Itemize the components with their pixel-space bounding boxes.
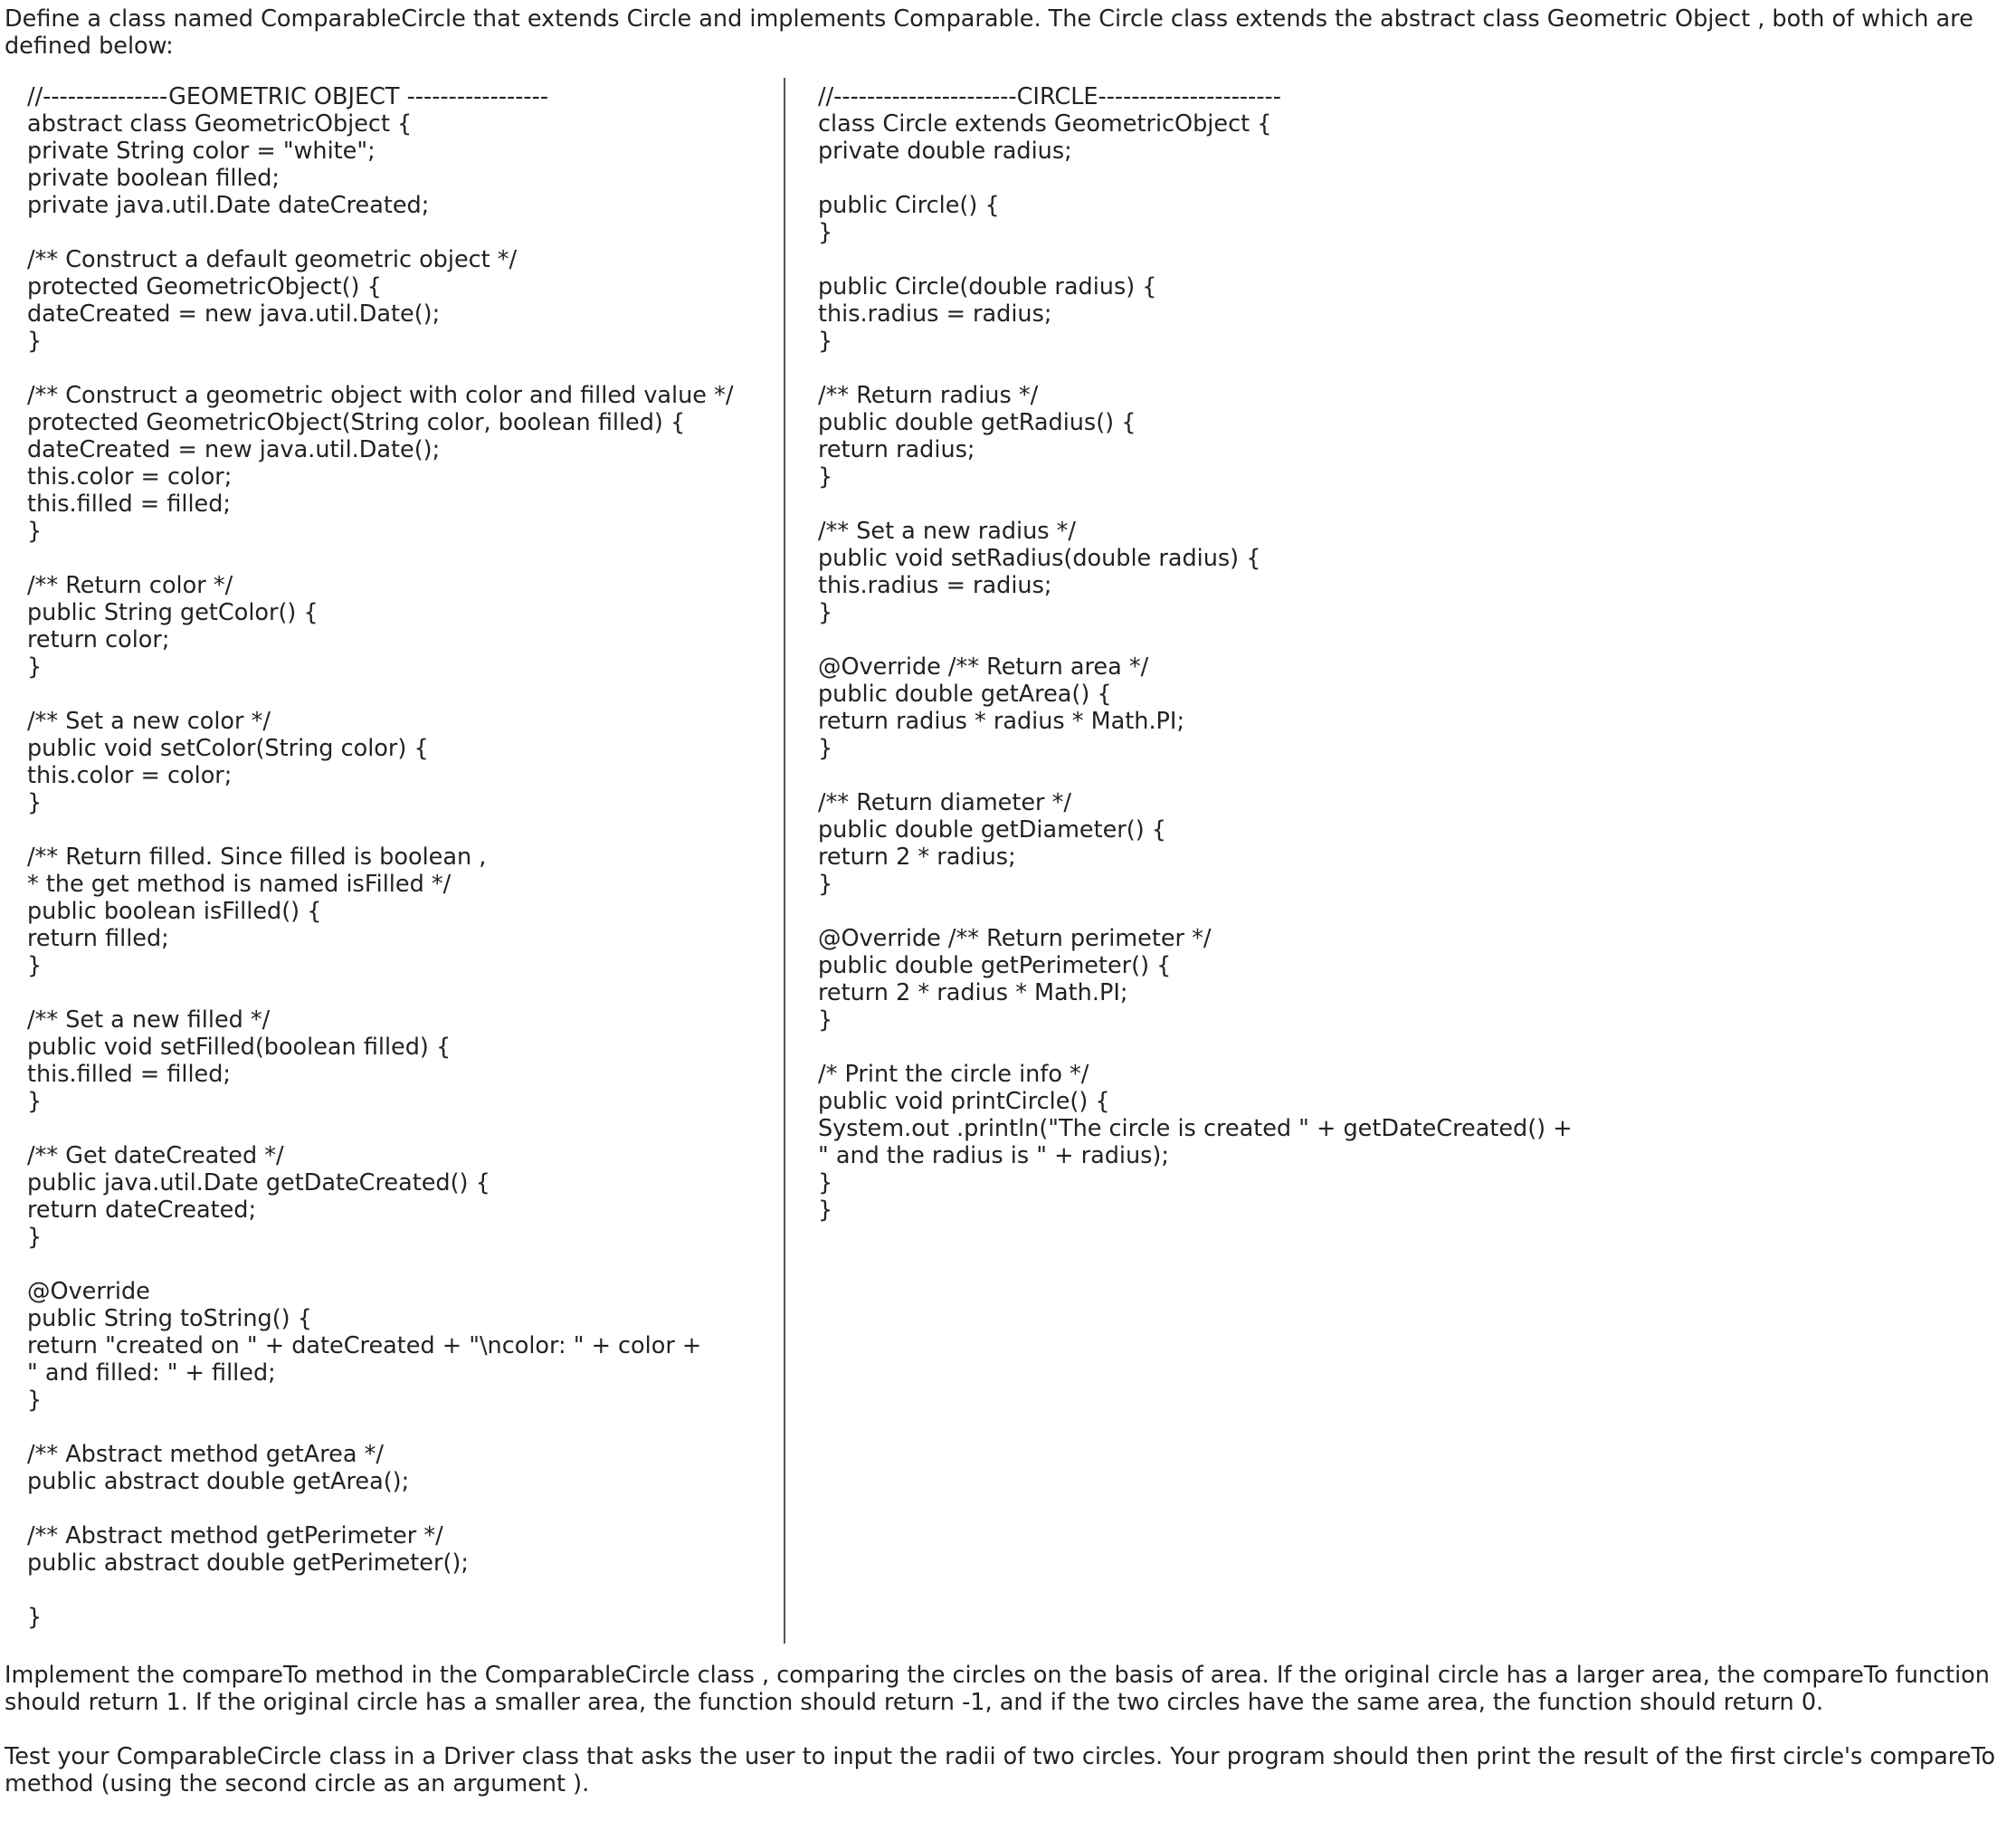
code-line: System.out .println("The circle is created " + getDateCreated() + bbox=[818, 1115, 1573, 1142]
code-line bbox=[27, 219, 778, 246]
code-line: public abstract double getPerimeter(); bbox=[27, 1549, 469, 1577]
code-line: public java.util.Date getDateCreated() { bbox=[27, 1169, 490, 1197]
code-line: } bbox=[818, 599, 833, 626]
code-line: private String color = "white"; bbox=[27, 138, 376, 165]
code-line: public String getColor() { bbox=[27, 599, 319, 626]
code-line: return radius; bbox=[818, 436, 975, 463]
code-line: /** Abstract method getPerimeter */ bbox=[27, 1522, 443, 1549]
code-line: } bbox=[27, 789, 43, 816]
code-line: /** Return color */ bbox=[27, 572, 233, 599]
code-line: abstract class GeometricObject { bbox=[27, 110, 413, 138]
code-line: " and the radius is " + radius); bbox=[818, 1142, 1169, 1169]
code-line: /** Set a new filled */ bbox=[27, 1006, 271, 1034]
code-line: } bbox=[27, 518, 43, 545]
geometric-object-code-block bbox=[27, 83, 778, 1631]
code-line: /** Construct a default geometric object */ bbox=[27, 246, 518, 273]
code-line bbox=[27, 979, 778, 1006]
code-line: /** Return diameter */ bbox=[818, 789, 1071, 816]
code-line: public void setRadius(double radius) { bbox=[818, 545, 1261, 572]
code-line bbox=[27, 681, 778, 708]
compare-task-paragraph: Implement the compareTo method in the ComparableCircle class , comparing the circles on the basis of area. If the original circle has a larger area, the compareTo function should return 1. If the original circle has a smaller area, the function should return -1, and if the two circles have the same area, the function should return 0. bbox=[5, 1662, 1990, 1716]
code-line bbox=[27, 355, 778, 382]
code-line: } bbox=[27, 653, 43, 681]
code-line: /** Return filled. Since filled is boolean , bbox=[27, 844, 487, 871]
code-line: } bbox=[27, 952, 43, 979]
code-line: /* Print the circle info */ bbox=[818, 1061, 1089, 1088]
code-line: return filled; bbox=[27, 925, 169, 952]
code-line: return color; bbox=[27, 626, 170, 653]
code-line bbox=[818, 626, 1994, 653]
code-line: return 2 * radius * Math.PI; bbox=[818, 979, 1128, 1006]
code-line: " and filled: " + filled; bbox=[27, 1359, 276, 1387]
code-line: } bbox=[818, 1197, 833, 1224]
code-line: class Circle extends GeometricObject { bbox=[818, 110, 1272, 138]
code-line: return dateCreated; bbox=[27, 1197, 257, 1224]
code-line: public void printCircle() { bbox=[818, 1088, 1110, 1115]
code-line: } bbox=[818, 219, 833, 246]
code-line: } bbox=[818, 871, 833, 898]
code-line: this.radius = radius; bbox=[818, 300, 1052, 328]
code-line: private java.util.Date dateCreated; bbox=[27, 192, 430, 219]
code-line: private boolean filled; bbox=[27, 165, 281, 192]
circle-code-block bbox=[818, 83, 1994, 1224]
code-line: * the get method is named isFilled */ bbox=[27, 871, 452, 898]
code-line: return 2 * radius; bbox=[818, 844, 1016, 871]
code-line: public boolean isFilled() { bbox=[27, 898, 322, 925]
code-line: } bbox=[27, 1387, 43, 1414]
code-line: public double getRadius() { bbox=[818, 409, 1136, 436]
code-line: public void setFilled(boolean filled) { bbox=[27, 1034, 452, 1061]
code-line bbox=[27, 1577, 778, 1604]
code-line: public Circle() { bbox=[818, 192, 1000, 219]
code-line bbox=[27, 1115, 778, 1142]
intro-paragraph: Define a class named ComparableCircle that extends Circle and implements Comparable. The Circle class extends the abstract class Geometric Object , both of which are defined below: bbox=[5, 5, 1973, 60]
code-line: } bbox=[818, 328, 833, 355]
code-line: return "created on " + dateCreated + "\ncolor: " + color + bbox=[27, 1332, 702, 1359]
code-line: dateCreated = new java.util.Date(); bbox=[27, 300, 441, 328]
code-line: return radius * radius * Math.PI; bbox=[818, 708, 1185, 735]
code-line: /** Return radius */ bbox=[818, 382, 1039, 409]
code-line: @Override bbox=[27, 1278, 150, 1305]
code-line bbox=[818, 491, 1994, 518]
code-line: protected GeometricObject(String color, boolean filled) { bbox=[27, 409, 686, 436]
code-line: this.radius = radius; bbox=[818, 572, 1052, 599]
code-line: } bbox=[27, 1088, 43, 1115]
code-line: } bbox=[27, 1604, 43, 1631]
code-line: public String toString() { bbox=[27, 1305, 312, 1332]
code-line: //---------------GEOMETRIC OBJECT ----------------- bbox=[27, 83, 549, 110]
code-line: public Circle(double radius) { bbox=[818, 273, 1157, 300]
code-line: this.filled = filled; bbox=[27, 1061, 232, 1088]
code-line bbox=[818, 762, 1994, 789]
code-line bbox=[818, 165, 1994, 192]
code-line: public double getArea() { bbox=[818, 681, 1112, 708]
code-line bbox=[818, 1034, 1994, 1061]
code-line: @Override /** Return perimeter */ bbox=[818, 925, 1212, 952]
code-line: public void setColor(String color) { bbox=[27, 735, 429, 762]
code-line: this.filled = filled; bbox=[27, 491, 232, 518]
code-line: this.color = color; bbox=[27, 762, 233, 789]
code-line: private double radius; bbox=[818, 138, 1072, 165]
code-line: public double getDiameter() { bbox=[818, 816, 1166, 844]
code-line: /** Set a new radius */ bbox=[818, 518, 1076, 545]
driver-task-paragraph: Test your ComparableCircle class in a Driver class that asks the user to input the radii of two circles. Your program should then print the result of the first circle's compareTo method (using the second circle as an argument ). bbox=[5, 1743, 1996, 1797]
code-line bbox=[27, 1251, 778, 1278]
code-line: protected GeometricObject() { bbox=[27, 273, 382, 300]
code-line: } bbox=[27, 1224, 43, 1251]
code-line: /** Abstract method getArea */ bbox=[27, 1441, 384, 1468]
code-line: //----------------------CIRCLE---------------------- bbox=[818, 83, 1281, 110]
code-line: } bbox=[818, 1006, 833, 1034]
code-line: /** Construct a geometric object with color and filled value */ bbox=[27, 382, 734, 409]
column-divider bbox=[784, 78, 785, 1644]
code-line: this.color = color; bbox=[27, 463, 233, 491]
code-line: } bbox=[27, 328, 43, 355]
code-line: public double getPerimeter() { bbox=[818, 952, 1172, 979]
code-line: } bbox=[818, 735, 833, 762]
code-line: @Override /** Return area */ bbox=[818, 653, 1149, 681]
code-line: public abstract double getArea(); bbox=[27, 1468, 410, 1495]
code-line: dateCreated = new java.util.Date(); bbox=[27, 436, 441, 463]
code-line bbox=[818, 355, 1994, 382]
code-line bbox=[27, 816, 778, 844]
code-line: /** Get dateCreated */ bbox=[27, 1142, 284, 1169]
code-line bbox=[27, 1495, 778, 1522]
code-line bbox=[27, 1414, 778, 1441]
code-line bbox=[818, 898, 1994, 925]
code-line: /** Set a new color */ bbox=[27, 708, 271, 735]
code-line bbox=[27, 545, 778, 572]
code-line: } bbox=[818, 463, 833, 491]
code-line: } bbox=[818, 1169, 833, 1197]
code-line bbox=[818, 246, 1994, 273]
